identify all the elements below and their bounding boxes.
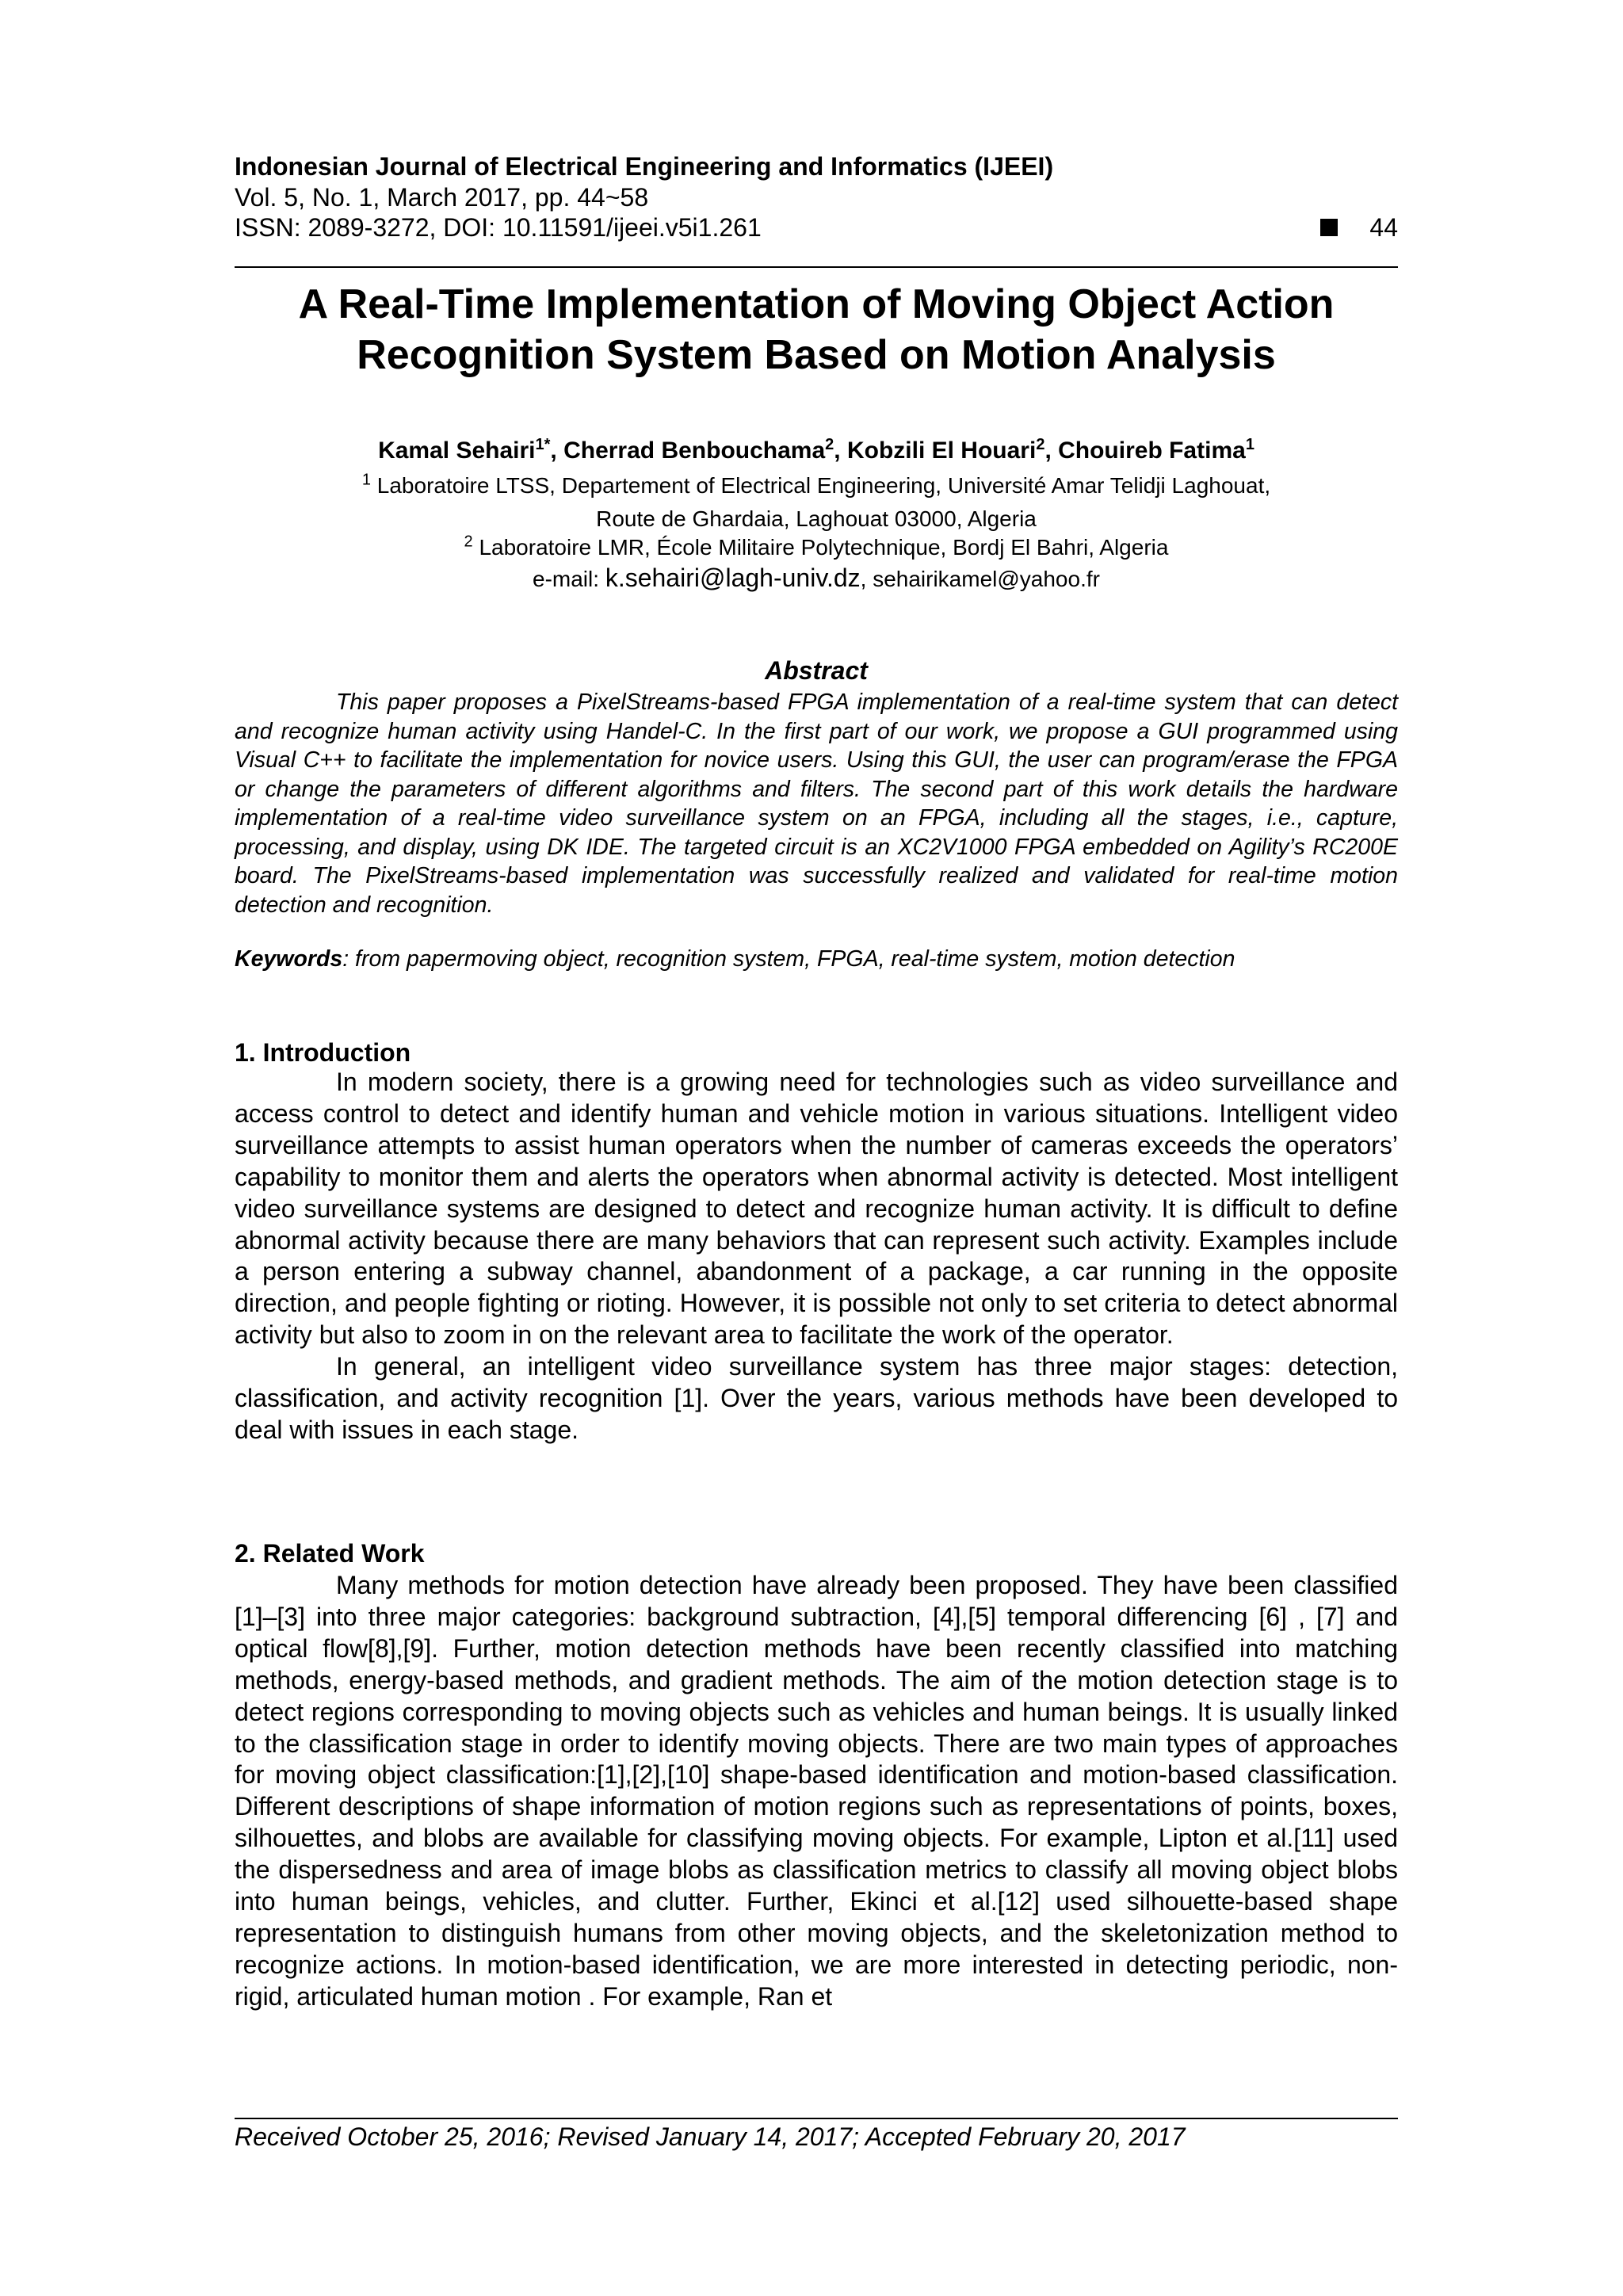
affiliation-1-line-2: Route de Ghardaia, Laghouat 03000, Algeria [596, 506, 1037, 531]
affiliation-1-text: Laboratoire LTSS, Departement of Electrical Engineering, Université Amar Telidji Laghouat, [371, 473, 1271, 498]
paragraph: In modern society, there is a growing need for technologies such as video surveillance and access control to detect and identify human and vehicle motion in various situations. Intelligent video surveillance attempts to assist human operators when the number of cameras exceeds the operators’ capability to monitor them and alerts the operators when abnormal activity is detected. Most intelligent video surveillance systems are designed to detect and recognize human activity. It is difficult to define abnormal activity because there are many behaviors that can represent such activity. Examples include a person entering a subway channel, abandonment of a package, a car running in the opposite direction, and people fighting or rioting. However, it is possible not only to set criteria to detect abnormal activity but also to zoom in on the relevant area to facilitate the work of the operator. [235, 1068, 1398, 1350]
author-sep: , [550, 437, 564, 464]
journal-header [235, 151, 1398, 243]
author-sep: , [834, 437, 847, 464]
affiliation-1-line-1 [235, 471, 1398, 501]
paragraph: In general, an intelligent video surveillance system has three major stages: detection, classification, and activity recognition [1]. Over the years, various methods have been developed to deal with issues in each stage. [235, 1352, 1398, 1444]
paper-title [235, 279, 1398, 380]
email-separator: , [860, 567, 873, 591]
author-name: Cherrad Benbouchama [563, 437, 826, 464]
section-body-related-work [235, 1570, 1398, 2013]
keywords-label: Keywords [235, 946, 343, 972]
author-list [235, 434, 1398, 468]
square-bullet-icon [1320, 219, 1338, 236]
keywords-text: : from papermoving object, recognition system, FPGA, real-time system, motion detection [342, 946, 1235, 972]
author-sup: 1* [535, 436, 551, 453]
section-heading-introduction: 1. Introduction [235, 1038, 411, 1067]
abstract-heading: Abstract [765, 656, 868, 685]
author-sup: 1 [1245, 436, 1254, 453]
author-sup: 2 [825, 436, 834, 453]
author-sup: 2 [1036, 436, 1045, 453]
email-label: e-mail: [533, 567, 605, 591]
section-heading-related-work: 2. Related Work [235, 1539, 425, 1568]
received-dates: Received October 25, 2016; Revised January 14, 2017; Accepted February 20, 2017 [235, 2122, 1186, 2151]
title-line-2: Recognition System Based on Motion Analysis [357, 332, 1276, 378]
issn-row [235, 212, 1398, 243]
header-rule [235, 266, 1398, 268]
issn-line: ISSN: 2089-3272, DOI: 10.11591/ijeei.v5i1.261 [235, 213, 762, 242]
affiliation-1-sup: 1 [361, 471, 371, 489]
affiliation-2-sup: 2 [464, 533, 473, 551]
footer-rule [235, 2118, 1398, 2119]
page-number: 44 [1369, 212, 1398, 242]
email-primary: k.sehairi@lagh-univ.dz [605, 563, 861, 592]
email-line [235, 563, 1398, 594]
author-name: Chouireb Fatima [1058, 437, 1246, 464]
email-secondary: sehairikamel@yahoo.fr [873, 567, 1100, 591]
keywords-line [235, 943, 1398, 975]
affiliation-2 [235, 533, 1398, 563]
affiliation-2-text: Laboratoire LMR, École Militaire Polytechnique, Bordj El Bahri, Algeria [472, 535, 1169, 560]
author-sep: , [1044, 437, 1059, 464]
volume-line: Vol. 5, No. 1, March 2017, pp. 44~58 [235, 183, 649, 212]
author-name: Kobzili El Houari [846, 437, 1037, 464]
section-body-introduction [235, 1067, 1398, 1446]
author-name: Kamal Sehairi [378, 437, 536, 464]
journal-name: Indonesian Journal of Electrical Engineering and Informatics (IJEEI) [235, 152, 1054, 181]
page-marker [1320, 213, 1398, 243]
title-line-1: A Real-Time Implementation of Moving Object Action [298, 281, 1335, 327]
abstract-body: This paper proposes a PixelStreams-based FPGA implementation of a real-time system that can detect and recognize human activity using Handel-C. In the first part of our work, we propose a GUI programmed using Visual C++ to facilitate the implementation for novice users. Using this GUI, the user can program/erase the FPGA or change the parameters of different algorithms and filters. The second part of this work details the hardware implementation of a real-time video surveillance system on an FPGA, including all the stages, i.e., capture, processing, and display, using DK IDE. The targeted circuit is an XC2V1000 FPGA embedded on Agility’s RC200E board. The PixelStreams-based implementation was successfully realized and validated for real-time motion detection and recognition. [235, 690, 1398, 918]
paragraph: Many methods for motion detection have already been proposed. They have been classified [1]–[3] into three major categories: background subtraction, [4],[5] temporal differencing [6] , [7] and optical flow[8],[9]. Further, motion detection methods have been recently classified into matching methods, energy-based methods, and gradient methods. The aim of the motion detection stage is to detect regions corresponding to moving objects such as vehicles and human beings. It is usually linked to the classification stage in order to identify moving objects. There are two main types of approaches for moving object classification:[1],[2],[10] shape-based identification and motion-based classification. Different descriptions of shape information of motion regions such as representations of points, boxes, silhouettes, and blobs are available for classifying moving objects. For example, Lipton et al.[11] used the dispersedness and area of image blobs as classification metrics to classify all moving object blobs into human beings, vehicles, and clutter. Further, Ekinci et al.[12] used silhouette-based shape representation to distinguish humans from other moving objects, and the skeletonization method to recognize actions. In motion-based identification, we are more interested in detecting periodic, non-rigid, articulated human motion . For example, Ran et [235, 1571, 1398, 2011]
